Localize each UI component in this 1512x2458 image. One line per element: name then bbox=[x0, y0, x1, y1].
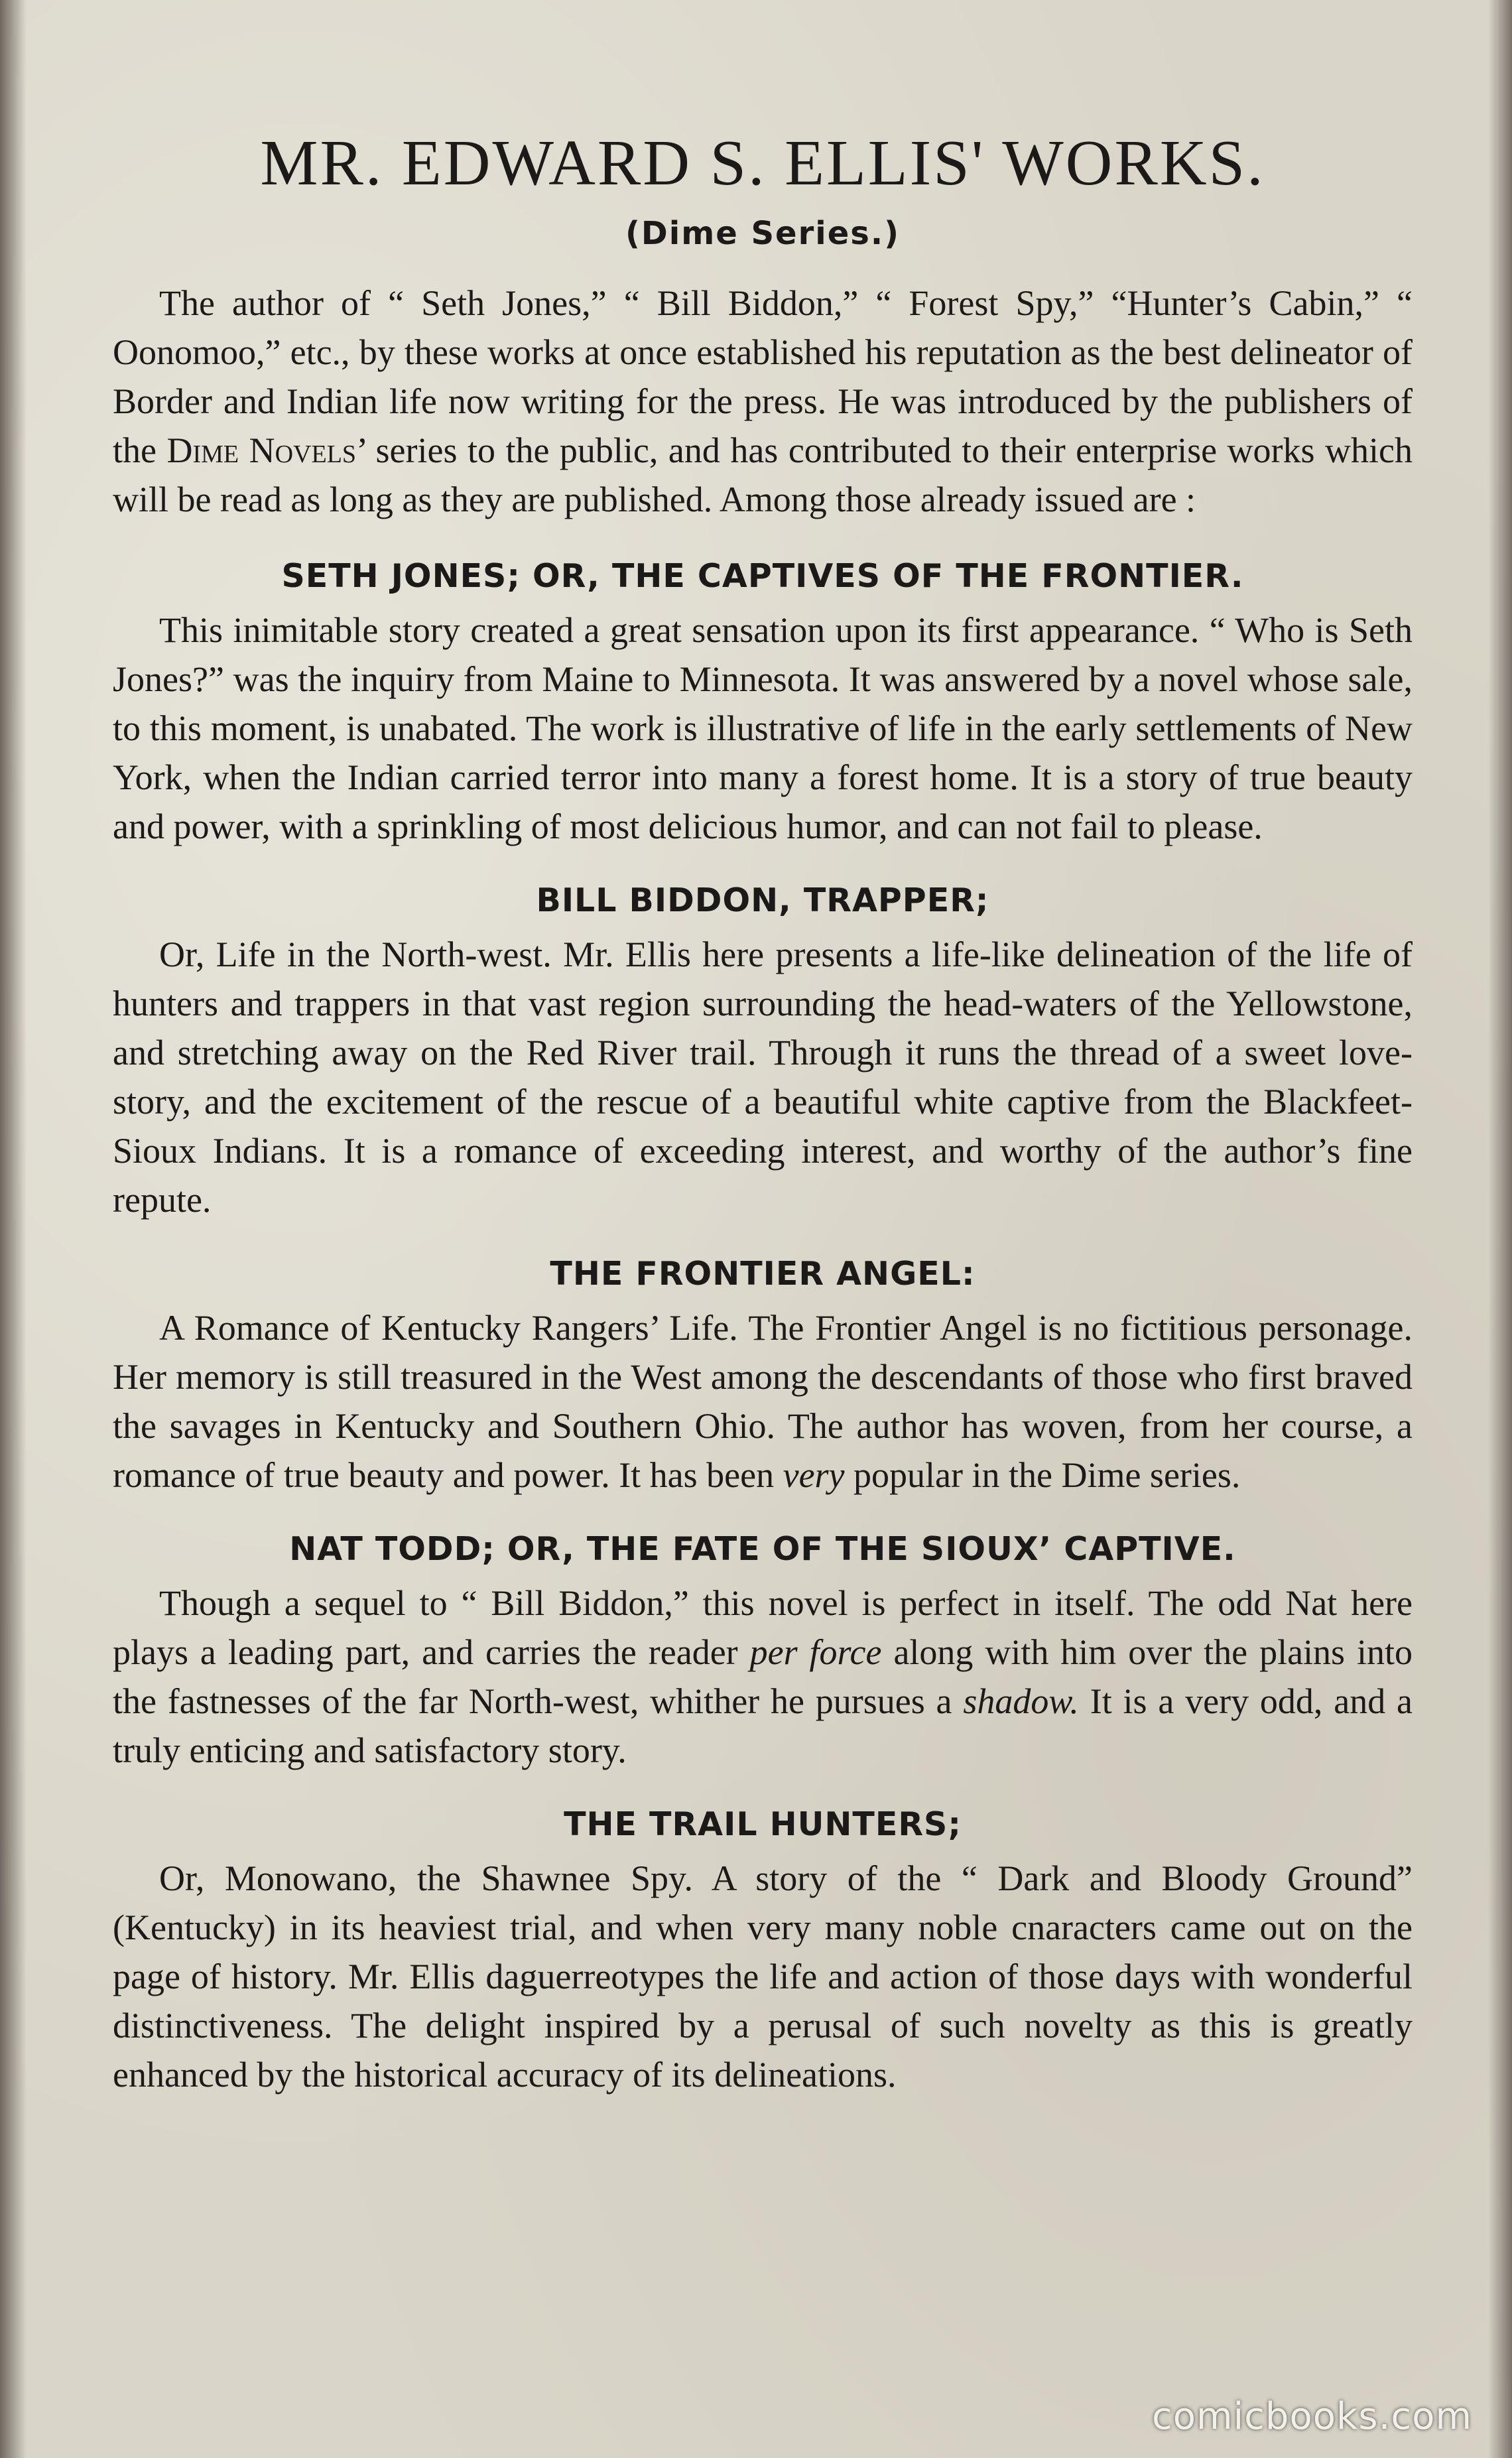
watermark: comicbooks.com bbox=[1151, 2395, 1472, 2438]
work-text: popular in the Dime series. bbox=[844, 1455, 1241, 1495]
work-seth-jones bbox=[113, 557, 1413, 851]
intro-text-part1: The author of “ Seth Jones,” “ Bill Biddon,” “ Forest Spy,” “Hunter’s Cabin,” “ Oonomoo,” etc., by these works at once established his reputation as the best delineator of Border and Indian life now writing for the press. He was introduced by the publishers of the bbox=[113, 283, 1413, 470]
work-text: along with him over the plains into the fastnesses of the far North-west, whither he pursues a bbox=[113, 1632, 1413, 1721]
work-text: A Romance of Kentucky Rangers’ Life. The Frontier Angel is no fictitious personage. Her memory is still treasured in the West among the descendants of those who first braved the savages in Kentucky and Southern Ohio. The author has woven, from her course, a romance of true beauty and power. It has been bbox=[113, 1308, 1413, 1495]
work-title: THE FRONTIER ANGEL: bbox=[550, 1255, 976, 1293]
work-title: THE TRAIL HUNTERS; bbox=[564, 1805, 962, 1843]
work-text-italic: shadow. bbox=[963, 1681, 1079, 1721]
work-text-italic: very bbox=[783, 1455, 845, 1495]
work-title: SETH JONES; OR, THE CAPTIVES OF THE FRONTIER. bbox=[281, 557, 1244, 595]
page-title: MR. EDWARD S. ELLIS' WORKS. bbox=[260, 127, 1265, 199]
page-edge-shadow-right bbox=[1488, 0, 1512, 2458]
work-description: Or, Monowano, the Shawnee Spy. A story of the “ Dark and Bloody Ground” (Kentucky) in its heaviest trial, and when very many noble cnaracters came out on the page of history. Mr. Ellis daguerreotypes the life and action of those days with wonderful distinctiveness. The delight inspired by a perusal of such novelty as this is greatly enhanced by the historical accuracy of its delineations. bbox=[113, 1858, 1413, 2095]
work-text: Though a sequel to “ Bill Biddon,” this novel is perfect in itself. The odd Nat here plays a leading part, and carries the reader bbox=[113, 1583, 1413, 1672]
work-text: It is a very odd, and a truly enticing and satisfactory story. bbox=[113, 1681, 1413, 1770]
work-trail-hunters bbox=[113, 1805, 1413, 2099]
work-title: BILL BIDDON, TRAPPER; bbox=[536, 881, 989, 919]
work-description: Or, Life in the North-west. Mr. Ellis here presents a life-like delineation of the life of hunters and trappers in that vast region surrounding the head-waters of the Yellowstone, and stretching away on the Red River trail. Through it runs the thread of a sweet love-story, and the excitement of the rescue of a beautiful white captive from the Blackfeet-Sioux Indians. It is a romance of exceeding interest, and worthy of the author’s fine repute. bbox=[113, 935, 1413, 1220]
intro-paragraph bbox=[113, 279, 1413, 524]
intro-smallcaps: Dime Novels bbox=[166, 430, 357, 470]
work-frontier-angel bbox=[113, 1255, 1413, 1500]
work-text-italic: per force bbox=[749, 1632, 882, 1672]
work-title: NAT TODD; OR, THE FATE OF THE SIOUX’ CAPTIVE. bbox=[289, 1530, 1236, 1568]
intro-text-part2: ’ series to the public, and has contributed to their enterprise works which will be read as long as they are published. Among those already issued are : bbox=[113, 430, 1413, 519]
book-page bbox=[113, 126, 1413, 2130]
page-edge-shadow-left bbox=[0, 0, 27, 2458]
work-nat-todd bbox=[113, 1530, 1413, 1775]
work-bill-biddon bbox=[113, 881, 1413, 1224]
work-description: This inimitable story created a great sensation upon its first appearance. “ Who is Seth Jones?” was the inquiry from Maine to Minnesota. It was answered by a novel whose sale, to this moment, is unabated. The work is illustrative of life in the early settlements of New York, when the Indian carried terror into many a forest home. It is a story of true beauty and power, with a sprinkling of most delicious humor, and can not fail to please. bbox=[113, 610, 1413, 846]
series-subtitle: (Dime Series.) bbox=[625, 215, 901, 252]
work-description bbox=[113, 1579, 1413, 1775]
work-description bbox=[113, 1303, 1413, 1500]
